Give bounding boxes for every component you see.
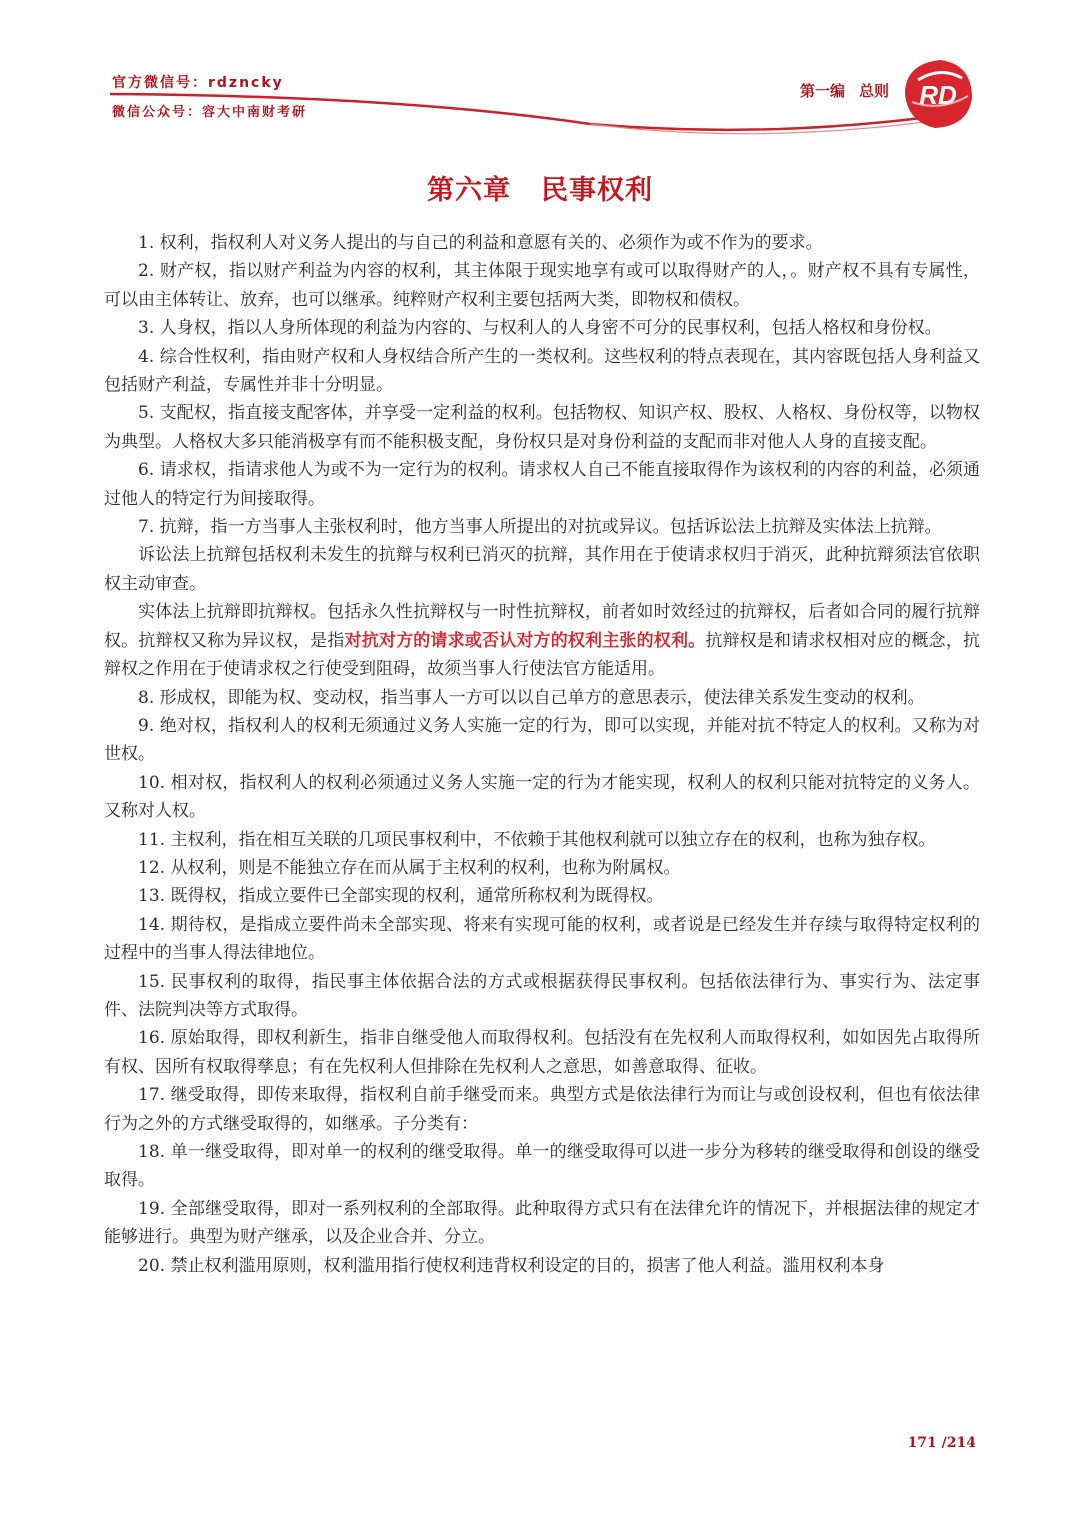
paragraph-8: 8. 形成权，即能为权、变动权，指当事人一方可以以自己单方的意思表示，使法律关系发生变动的权利。	[138, 687, 925, 708]
paragraph-15: 15. 民事权利的取得，指民事主体依据合法的方式或根据获得民事权利。包括依法律行为、事实行为、法定事件、法院判决等方式取得。	[104, 971, 980, 1020]
paragraph-4: 4. 综合性权利，指由财产权和人身权结合所产生的一类权利。这些权利的特点表现在，其内容既包括人身利益又包括财产利益，专属性并非十分明显。	[104, 346, 980, 396]
section-label	[800, 80, 903, 101]
paragraph-6: 6. 请求权，指请求他人为或不为一定行为的权利。请求权人自己不能直接取得作为该权利的内容的利益，必须通过他人的特定行为间接取得。	[104, 460, 980, 509]
paragraph-9: 9. 绝对权，指权利人的权利无须通过义务人实施一定的行为，即可以实现，并能对抗不特定人的权利。又称为对世权。	[104, 715, 980, 765]
paragraph-procedural-defense: 诉讼法上抗辩包括权利未发生的抗辩与权利已消灭的抗辩，其作用在于使请求权归于消灭，此种抗辩须法官依职权主动审查。	[104, 545, 980, 594]
chapter-number: 第六章	[427, 175, 511, 206]
page-number: 171 /214	[907, 1435, 976, 1451]
chapter-name: 民事权利	[541, 175, 653, 206]
paragraph-2: 2. 财产权，指以财产利益为内容的权利，其主体限于现实地享有或可以取得财产的人，。财产权不具有专属性，可以由主体转让、放弃，也可以继承。纯粹财产权利主要包括两大类，即物权和债权。	[104, 261, 980, 310]
paragraph-13: 13. 既得权，指成立要件已全部实现的权利，通常所称权利为既得权。	[138, 886, 664, 907]
paragraph-substantive-defense: 实体法上抗辩即抗辩权。包括永久性抗辩权与一时性抗辩权，前者如时效经过的抗辩权，后者如合同的履行抗辩权。抗辩权又称为异议权，是指对抗对方的请求或否认对方的权利主张的权利。抗辩权是和请求权相对应的概念，抗辩权之作用在于使请求权之行使受到阻碍，故须当事人行使法官方能适用。	[104, 602, 981, 680]
paragraph-18: 18. 单一继受取得，即对单一的权利的继受取得。单一的继受取得可以进一步分为移转的继受取得和创设的继受取得。	[104, 1142, 980, 1191]
paragraph-3: 3. 人身权，指以人身所体现的利益为内容的、与权利人的人身密不可分的民事权利，包括人格权和身份权。	[138, 318, 942, 339]
svg-text:RD: RD	[919, 80, 957, 110]
paragraph-5: 5. 支配权，指直接支配客体，并享受一定利益的权利。包括物权、知识产权、股权、人格权、身份权等，以物权为典型。人格权大多只能消极享有而不能积极支配，身份权只是对身份利益的支配而非对他人人身的直接支配。	[104, 403, 980, 452]
paragraph-16: 16. 原始取得，即权利新生，指非自继受他人而取得权利。包括没有在先权利人而取得权利，如如因先占取得所有权、因所有权取得孳息；有在先权利人但排除在先权利人之意思，如善意取得、征收。	[104, 1028, 980, 1077]
paragraph-10: 10. 相对权，指权利人的权利必须通过义务人实施一定的行为才能实现，权利人的权利只能对抗特定的义务人。又称对人权。	[104, 772, 980, 822]
section-name: 总则	[859, 82, 890, 100]
paragraph-19: 19. 全部继受取得，即对一系列权利的全部取得。此种取得方式只有在法律允许的情况下，并根据法律的规定才能够进行。典型为财产继承，以及企业合并、分立。	[104, 1198, 980, 1248]
paragraph-12: 12. 从权利，则是不能独立存在而从属于主权利的权利，也称为附属权。	[138, 857, 681, 878]
body-text	[104, 229, 980, 1280]
chapter-title	[0, 168, 1080, 207]
paragraph-7: 7. 抗辩，指一方当事人主张权利时，他方当事人所提出的对抗或异议。包括诉讼法上抗辩及实体法上抗辩。	[138, 517, 942, 538]
paragraph-14: 14. 期待权，是指成立要件尚未全部实现、将来有实现可能的权利，或者说是已经发生并存续与取得特定权利的过程中的当事人得法律地位。	[104, 914, 980, 964]
highlighted-definition: 对抗对方的请求或否认对方的权利主张的权利。	[344, 630, 706, 651]
part-label: 第一编	[800, 82, 846, 100]
paragraph-17: 17. 继受取得，即传来取得，指权利自前手继受而来。典型方式是依法律行为而让与或创设权利，但也有依法律行为之外的方式继受取得的，如继承。子分类有：	[104, 1085, 980, 1134]
paragraph-11: 11. 主权利，指在相互关联的几项民事权利中，不依赖于其他权利就可以独立存在的权利，也称为独存权。	[138, 829, 936, 850]
page-header	[0, 0, 1080, 140]
paragraph-1: 1. 权利，指权利人对义务人提出的与自己的利益和意愿有关的、必须作为或不作为的要求。	[138, 233, 823, 253]
wechat-account: 微信公众号：容大中南财考研	[112, 105, 308, 120]
wechat-id: 官方微信号：rdzncky	[112, 75, 284, 91]
paragraph-20: 20. 禁止权利滥用原则，权利滥用指行使权利违背权利设定的目的，损害了他人利益。滥用权利本身	[138, 1255, 885, 1276]
